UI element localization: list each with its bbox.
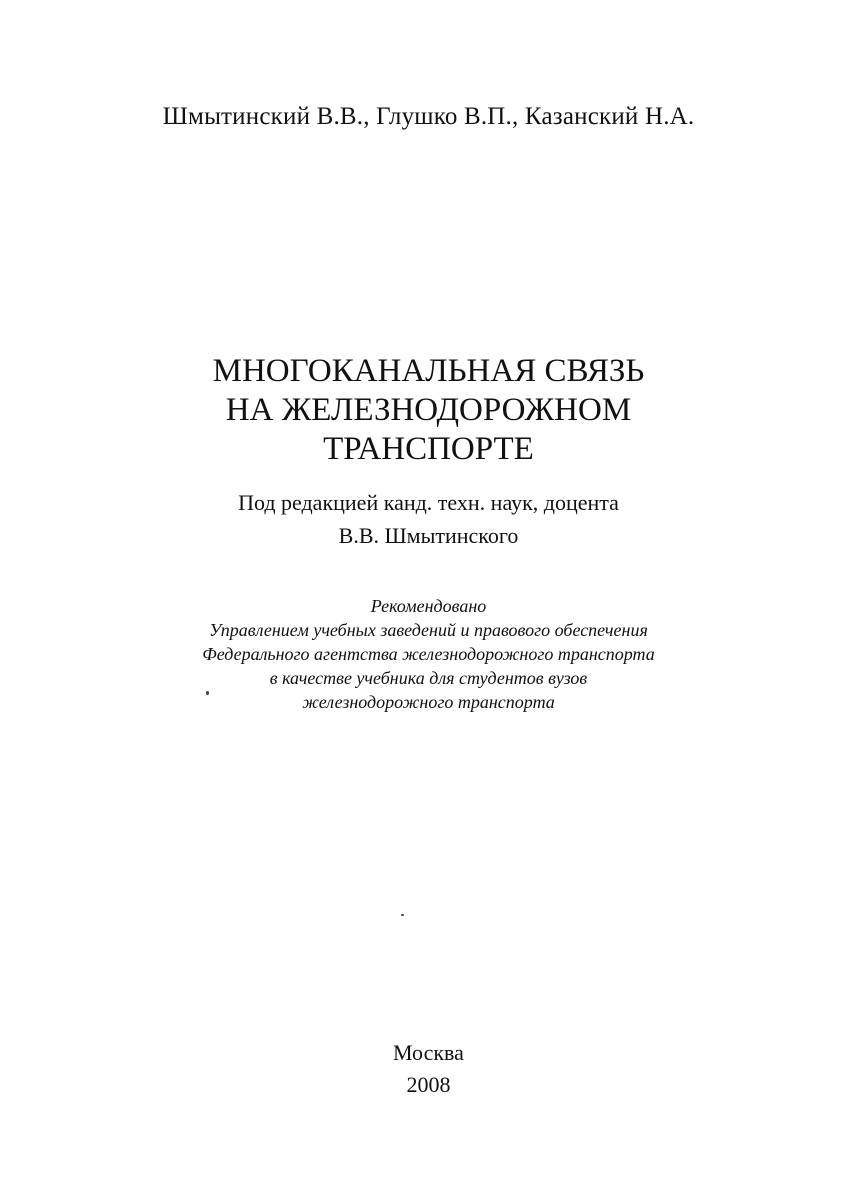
editor-line-1: Под редакцией канд. техн. наук, доцента xyxy=(238,490,619,515)
book-title-line-3: ТРАНСПОРТЕ xyxy=(323,431,534,467)
book-title-line-1: МНОГОКАНАЛЬНАЯ СВЯЗЬ xyxy=(212,353,645,389)
editor-line-2: В.В. Шмытинского xyxy=(338,523,519,548)
imprint-city: Москва xyxy=(393,1040,464,1065)
scan-speck xyxy=(401,914,404,916)
imprint xyxy=(0,1037,857,1101)
recommendation-line-4: в качестве учебника для студентов вузов xyxy=(269,668,588,688)
recommendation-line-3: Федерального агентства железнодорожного транспорта xyxy=(202,644,655,664)
editor-note xyxy=(0,486,857,552)
recommendation-line-2: Управлением учебных заведений и правового обеспечения xyxy=(209,620,648,640)
book-title-line-2: НА ЖЕЛЕЗНОДОРОЖНОМ xyxy=(225,392,632,428)
recommendation-line-1: Рекомендовано xyxy=(370,596,487,616)
recommendation-line-5: железнодорожного транспорта xyxy=(302,692,555,712)
imprint-year: 2008 xyxy=(406,1072,451,1097)
scan-speck xyxy=(206,691,209,695)
authors: Шмытинский В.В., Глушко В.П., Казанский Н.А. xyxy=(162,103,695,130)
recommendation xyxy=(0,594,857,714)
book-title xyxy=(0,352,857,469)
